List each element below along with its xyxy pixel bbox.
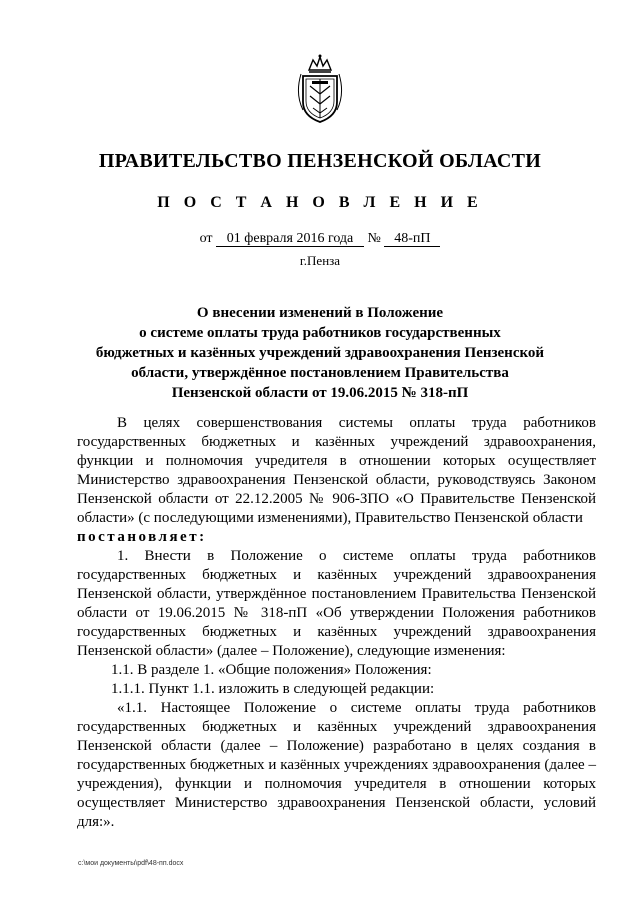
file-path-footer: c:\мои документы\pdf\48-пп.docx xyxy=(78,860,184,867)
document-date: 01 февраля 2016 года xyxy=(216,231,364,247)
coat-of-arms-emblem xyxy=(295,54,345,126)
resolves-word: постановляет: xyxy=(77,529,207,545)
document-type: П О С Т А Н О В Л Е Н И Е xyxy=(157,194,483,211)
government-title: ПРАВИТЕЛЬСТВО ПЕНЗЕНСКОЙ ОБЛАСТИ xyxy=(98,150,542,172)
item-1-1-paragraph: 1.1. В разделе 1. «Общие положения» Положения: xyxy=(111,662,432,678)
subject-line: О внесении изменений в Положение xyxy=(196,305,444,321)
subject-line: бюджетных и казённых учреждений здравоохранения Пензенской xyxy=(95,345,545,361)
item-1-1-1-paragraph: 1.1.1. Пункт 1.1. изложить в следующей редакции: xyxy=(111,681,435,697)
city: г.Пенза xyxy=(299,253,341,268)
document-number: 48-пП xyxy=(384,231,440,247)
date-number-line xyxy=(0,231,640,247)
item-1-paragraph: 1. Внести в Положение о системе оплаты труда работников государственных бюджетных и казённых учреждений здравоохранения Пензенской области, утверждённое постановлением Правительства Пензенской области от 19.06.2015 № 318-пП «Об утверждении Положения работников государственных бюджетных и казённых учреждений здравоохранения Пензенской области» (далее – Положение), следующие изменения: xyxy=(77,548,596,659)
number-prefix: № xyxy=(367,231,381,246)
subject-line: области, утверждённое постановлением Правительства xyxy=(131,365,509,381)
preamble-paragraph: В целях совершенствования системы оплаты труда работников государственных бюджетных и казённых учреждений здравоохранения, функции и полномочия учредителя в отношении которых осуществляет Министерство здравоохранения Пензенской области, руководствуясь Законом Пензенской области от 22.12.2005 № 906-ЗПО «О Правительстве Пензенской области» (с последующими изменениями), Правительство Пензенской области xyxy=(77,415,596,526)
subject-line: Пензенской области от 19.06.2015 № 318-пП xyxy=(171,385,469,401)
document-body xyxy=(77,414,596,832)
subject-line: о системе оплаты труда работников государственных xyxy=(139,325,501,341)
quoted-paragraph: «1.1. Настоящее Положение о системе оплаты труда работников государственных бюджетных и казённых учреждений здравоохранения Пензенской области (далее – Положение) разработано в целях создания в государственных бюджетных и казённых учреждениях здравоохранения (далее – учреждения), функции и полномочия учредителя в отношении которых осуществляет Министерство здравоохранения Пензенской области, условий для:». xyxy=(77,700,596,830)
document-subject xyxy=(60,303,580,403)
date-prefix: от xyxy=(199,231,213,246)
